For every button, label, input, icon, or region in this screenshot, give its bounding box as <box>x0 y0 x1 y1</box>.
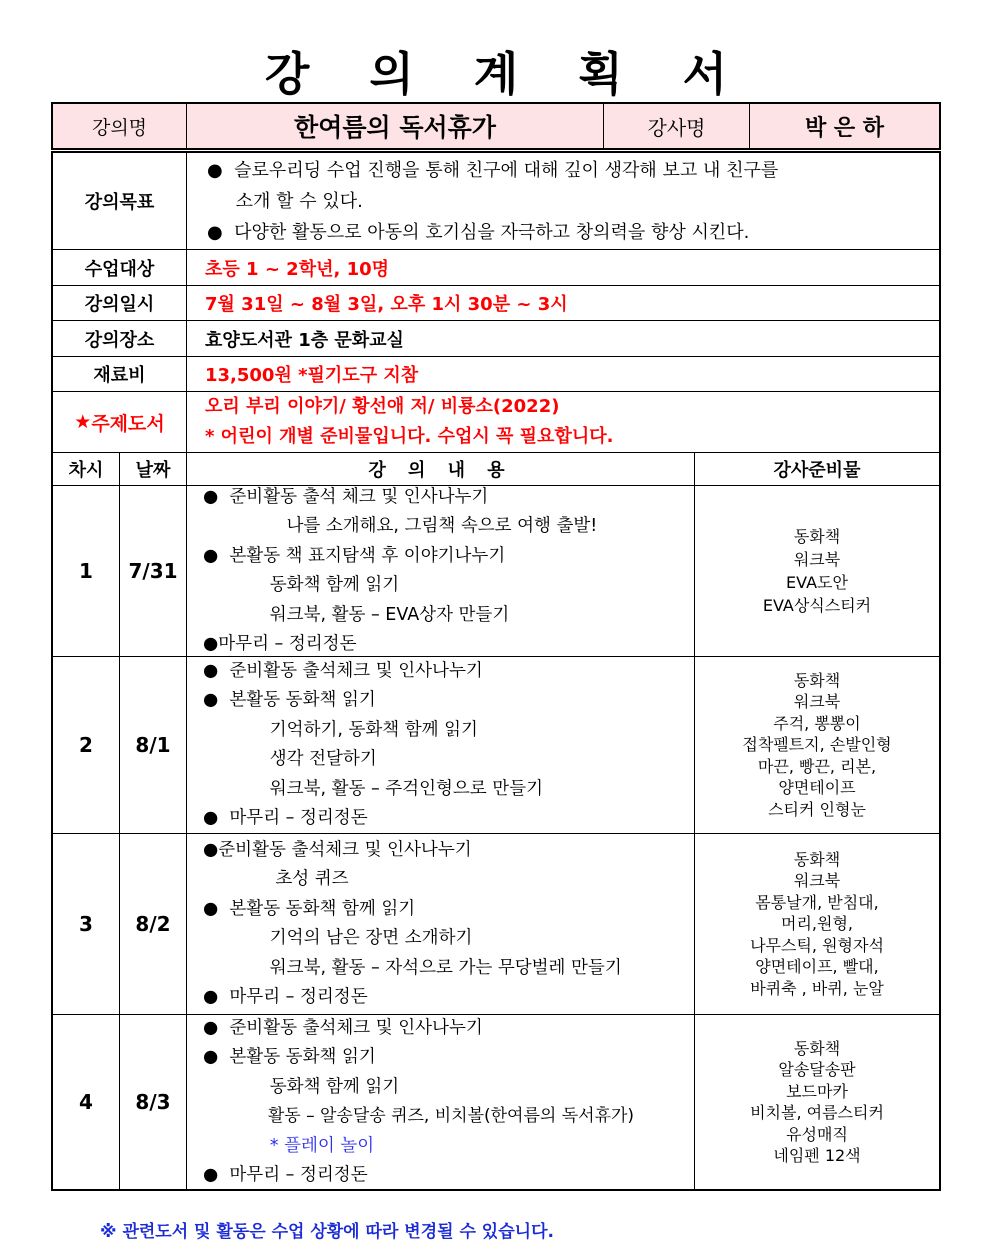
content-line: 활동 – 알송달송 퀴즈, 비치볼(한여름의 독서휴가) <box>203 1106 635 1126</box>
goal-line: 소개 할 수 있다. <box>207 190 363 212</box>
material-item: 주걱, 뽕뽕이 <box>773 713 861 733</box>
content-line: 동화책 함께 읽기 <box>203 575 400 595</box>
plan-table <box>51 151 941 1191</box>
goals-text <box>207 153 927 249</box>
lecture-name-label: 강의명 <box>91 116 148 139</box>
datetime-value: 7월 31일 ~ 8월 3일, 오후 1시 30분 ~ 3시 <box>205 294 568 315</box>
material-item: 네임펜 12색 <box>773 1146 861 1165</box>
header-table <box>51 102 941 150</box>
content-line: 기억하기, 동화책 함께 읽기 <box>203 719 478 740</box>
session-date: 8/3 <box>135 1090 171 1114</box>
session-materials <box>695 1015 939 1189</box>
content-line: ● 본활동 책 표지탐색 후 이야기나누기 <box>203 545 506 566</box>
target-value: 초등 1 ~ 2학년, 10명 <box>205 258 390 280</box>
session-date: 8/1 <box>135 733 171 757</box>
content-line: ●준비활동 출석체크 및 인사나누기 <box>203 839 472 860</box>
col-materials: 강사준비물 <box>773 460 861 481</box>
material-item: 양면테이프 <box>778 778 856 798</box>
session-number: 3 <box>79 912 93 936</box>
session-content <box>203 834 693 1014</box>
session-content <box>203 657 693 833</box>
footer-note: ※ 관련도서 및 활동은 수업 상황에 따라 변경될 수 있습니다. <box>100 1222 554 1242</box>
material-item: 마끈, 빵끈, 리본, <box>757 756 877 776</box>
material-item: 보드마카 <box>786 1081 848 1101</box>
content-line: 초성 퀴즈 <box>203 869 349 889</box>
content-line: * 플레이 놀이 <box>203 1135 375 1156</box>
content-line: ● 준비활동 출석체크 및 인사나누기 <box>203 1017 483 1038</box>
material-item: 동화책 <box>793 1038 841 1058</box>
content-line: ● 본활동 동화책 읽기 <box>203 1047 376 1067</box>
target-label: 수업대상 <box>84 258 155 280</box>
col-content: 강 의 내 용 <box>368 460 513 481</box>
session-number: 1 <box>79 559 93 583</box>
lecture-name-value: 한여름의 독서휴가 <box>294 113 496 142</box>
content-line: ● 마무리 – 정리정돈 <box>203 987 368 1007</box>
session-number: 2 <box>79 733 93 757</box>
content-line: 워크북, 활동 – 자석으로 가는 무당벌레 만들기 <box>203 957 622 978</box>
session-number: 4 <box>79 1090 93 1114</box>
material-item: 몸통날개, 받침대, <box>755 892 879 912</box>
material-item: 나무스틱, 원형자석 <box>750 935 884 955</box>
material-item: 양면테이프, 빨대, <box>755 957 879 977</box>
material-item: 비치볼, 여름스티커 <box>750 1103 884 1122</box>
datetime-label: 강의일시 <box>84 294 155 315</box>
session-materials <box>695 657 939 833</box>
content-line: 기억의 남은 장면 소개하기 <box>203 928 473 948</box>
session-date: 7/31 <box>128 559 178 583</box>
teacher-label: 강사명 <box>647 115 706 140</box>
material-item: 워크북 <box>793 550 841 569</box>
content-line: 워크북, 활동 – 주걱인형으로 만들기 <box>203 778 543 799</box>
session-materials <box>695 834 939 1014</box>
material-item: 접착펠트지, 손발인형 <box>742 735 892 755</box>
material-item: 유성매직 <box>786 1124 848 1144</box>
star-icon: ★ <box>74 411 92 433</box>
material-item: EVA상식스티커 <box>762 596 872 615</box>
col-date: 날짜 <box>135 460 171 481</box>
book-text <box>205 392 925 452</box>
content-line: ● 준비활동 출석 체크 및 인사나누기 <box>203 486 489 507</box>
session-content <box>203 486 693 656</box>
content-line: ● 마무리 – 정리정돈 <box>203 1165 368 1185</box>
goal-line: ● 다양한 활동으로 아동의 호기심을 자극하고 창의력을 향상 시킨다. <box>207 221 750 243</box>
book-note: * 어린이 개별 준비물입니다. 수업시 꼭 필요합니다. <box>205 426 614 447</box>
session-materials <box>695 486 939 656</box>
material-item: 동화책 <box>793 527 841 546</box>
book-title: 오리 부리 이야기/ 황선애 저/ 비룡소(2022) <box>205 396 560 417</box>
content-line: ●마무리 – 정리정돈 <box>203 634 357 654</box>
content-line: 동화책 함께 읽기 <box>203 1076 400 1097</box>
fee-label: 재료비 <box>93 365 146 386</box>
content-line: ● 본활동 동화책 읽기 <box>203 690 376 710</box>
session-content <box>203 1015 693 1189</box>
material-item: 워크북 <box>793 871 841 891</box>
material-item: 동화책 <box>793 849 841 869</box>
page-title: 강 의 계 획 서 <box>264 47 750 101</box>
material-item: EVA도안 <box>786 573 848 592</box>
content-line: 워크북, 활동 – EVA상자 만들기 <box>203 604 510 625</box>
content-line: 생각 전달하기 <box>203 749 377 769</box>
material-item: 워크북 <box>793 692 841 712</box>
fee-value: 13,500원 *필기도구 지참 <box>205 365 419 386</box>
content-line: 나를 소개해요, 그림책 속으로 여행 출발! <box>203 516 598 536</box>
book-label: ★ 주제도서 <box>74 411 165 435</box>
goal-line: ● 슬로우리딩 수업 진행을 통해 친구에 대해 깊이 생각해 보고 내 친구를 <box>207 159 779 181</box>
place-value: 효양도서관 1층 문화교실 <box>205 329 404 351</box>
place-label: 강의장소 <box>84 329 155 351</box>
material-item: 바퀴축 , 바퀴, 눈알 <box>750 978 884 998</box>
content-line: ● 준비활동 출석체크 및 인사나누기 <box>203 660 483 681</box>
content-line: ● 마무리 – 정리정돈 <box>203 808 368 828</box>
material-item: 머리,원형, <box>781 914 853 934</box>
session-date: 8/2 <box>135 912 171 936</box>
content-line: ● 본활동 동화책 함께 읽기 <box>203 898 416 919</box>
goals-label: 강의목표 <box>84 192 155 213</box>
teacher-value: 박 은 하 <box>804 115 885 141</box>
col-session: 차시 <box>68 460 104 481</box>
material-item: 스티커 인형눈 <box>768 799 866 819</box>
material-item: 알송달송판 <box>778 1060 856 1079</box>
material-item: 동화책 <box>793 670 841 690</box>
